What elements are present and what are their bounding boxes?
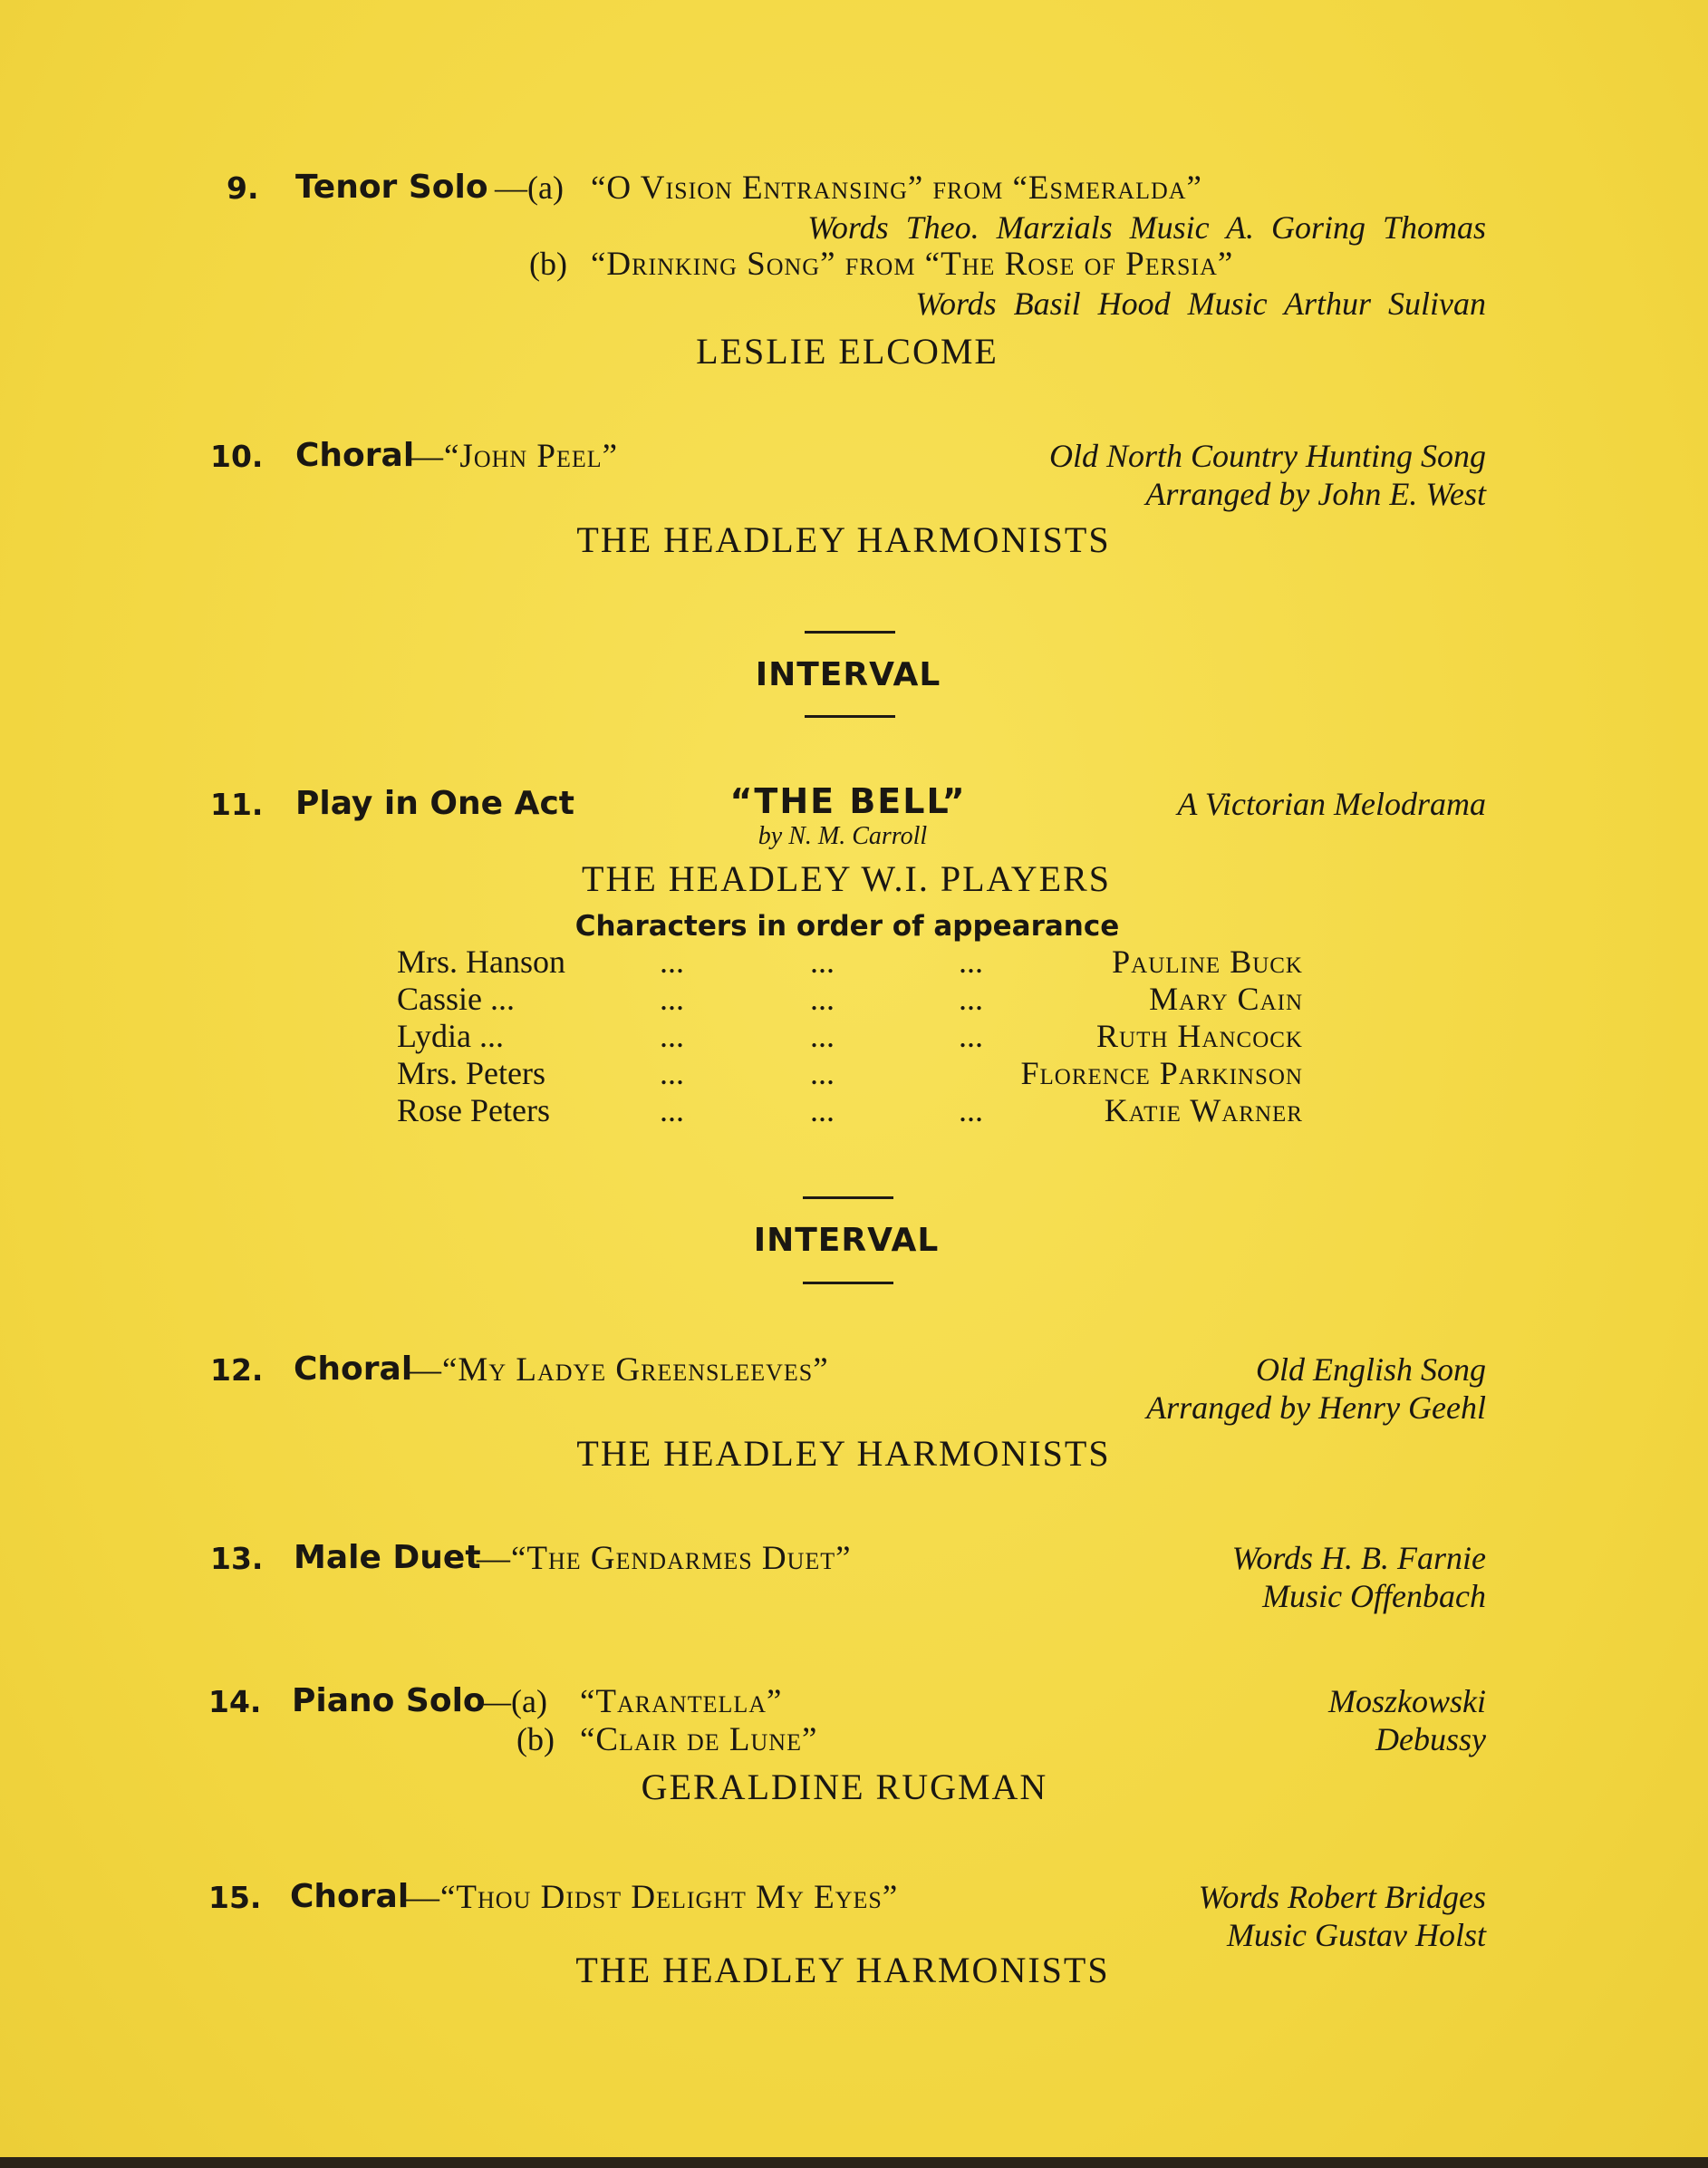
- cast-dots: ...: [660, 1055, 684, 1091]
- item-number: 9.: [227, 170, 259, 206]
- performer: THE HEADLEY W.I. PLAYERS: [582, 858, 1111, 899]
- cast-actor: Ruth Hancock: [1096, 1018, 1303, 1054]
- cast-row: [397, 1091, 1303, 1128]
- item-title: —“My Ladye Greensleeves”: [408, 1351, 829, 1389]
- performer: THE HEADLEY HARMONISTS: [576, 519, 1111, 560]
- part-a-credit: Moszkowski: [1328, 1683, 1486, 1719]
- credit-line-2: Music Offenbach: [1262, 1578, 1486, 1614]
- item-number: 11.: [210, 787, 264, 822]
- cast-dots: ...: [660, 1018, 684, 1054]
- item-number: 14.: [208, 1684, 262, 1719]
- item-category: Choral: [295, 437, 415, 474]
- item-category: Tenor Solo: [295, 169, 488, 206]
- cast-actor: Pauline Buck: [1112, 944, 1303, 980]
- item-title: —“Thou Didst Delight My Eyes”: [406, 1879, 899, 1916]
- cast-dots: ...: [959, 1092, 983, 1128]
- credit-line-1: Old English Song: [1255, 1351, 1486, 1388]
- cast-row: [397, 980, 1303, 1016]
- credit-line-2: Arranged by John E. West: [1145, 476, 1486, 512]
- credit-line-2: Music Gustav Holst: [1227, 1917, 1486, 1953]
- performer: THE HEADLEY HARMONISTS: [575, 1950, 1110, 1990]
- cast-role: Mrs. Peters: [397, 1055, 545, 1091]
- play-title: “THE BELL”: [729, 781, 967, 821]
- part-a-credit: Words Theo. Marzials Music A. Goring Thomas: [807, 209, 1486, 246]
- cast-dots: ...: [810, 1092, 835, 1128]
- credit-line-1: Words Robert Bridges: [1198, 1879, 1486, 1915]
- cast-role: Lydia ...: [397, 1018, 504, 1054]
- play-author: by N. M. Carroll: [758, 822, 928, 850]
- credit-line-1: Words H. B. Farnie: [1231, 1540, 1486, 1576]
- cast-dots: ...: [660, 944, 684, 980]
- cast-row: [397, 1054, 1303, 1090]
- cast-dots: ...: [959, 944, 983, 980]
- cast-dots: ...: [810, 1055, 835, 1091]
- cast-role: Rose Peters: [397, 1092, 550, 1128]
- cast-dots: ...: [660, 981, 684, 1017]
- play-subtitle: A Victorian Melodrama: [1177, 786, 1486, 822]
- cast-role: Mrs. Hanson: [397, 944, 565, 980]
- item-category: Play in One Act: [295, 785, 575, 822]
- item-category: Male Duet: [294, 1539, 481, 1576]
- credit-line-2: Arranged by Henry Geehl: [1146, 1389, 1486, 1426]
- part-b-title: “Drinking Song” from “The Rose of Persia”: [591, 246, 1234, 283]
- cast-role: Cassie ...: [397, 981, 515, 1017]
- cast-dots: ...: [959, 1018, 983, 1054]
- part-b-credit: Words Basil Hood Music Arthur Sulivan: [915, 286, 1486, 322]
- page-edge: [0, 2157, 1708, 2168]
- cast-row: [397, 943, 1303, 979]
- item-category: Piano Solo: [292, 1682, 486, 1719]
- cast-dots: ...: [810, 944, 835, 980]
- cast-actor: Mary Cain: [1149, 981, 1303, 1017]
- divider: [805, 631, 895, 634]
- part-b-credit: Debussy: [1375, 1721, 1486, 1757]
- item-category: Choral: [294, 1350, 413, 1388]
- performer: THE HEADLEY HARMONISTS: [576, 1433, 1111, 1474]
- item-category: Choral: [290, 1878, 410, 1915]
- cast-dots: ...: [810, 981, 835, 1017]
- performer: GERALDINE RUGMAN: [641, 1766, 1048, 1807]
- divider: [803, 1196, 893, 1199]
- item-number: 12.: [210, 1352, 264, 1388]
- interval-heading: INTERVAL: [753, 1222, 940, 1259]
- part-a-title: “Tarantella”: [580, 1683, 783, 1720]
- cast-dots: ...: [660, 1092, 684, 1128]
- part-a-mark: —(a): [495, 169, 564, 206]
- divider: [805, 715, 895, 718]
- item-number: 13.: [210, 1541, 264, 1576]
- performer: LESLIE ELCOME: [696, 331, 999, 372]
- part-b-mark: (b): [529, 246, 567, 282]
- part-b-title: “Clair de Lune”: [580, 1721, 818, 1758]
- item-number: 15.: [208, 1880, 262, 1915]
- part-b-mark: (b): [516, 1721, 555, 1757]
- part-a-mark: —(a): [478, 1683, 547, 1719]
- interval-heading: INTERVAL: [755, 656, 941, 693]
- credit-line-1: Old North Country Hunting Song: [1048, 438, 1486, 474]
- item-number: 10.: [210, 439, 264, 474]
- part-a-title: “O Vision Entransing” from “Esmeralda”: [591, 169, 1202, 207]
- cast-actor: Katie Warner: [1104, 1092, 1303, 1128]
- item-title: —“The Gendarmes Duet”: [477, 1540, 852, 1577]
- cast-actor: Florence Parkinson: [1020, 1055, 1303, 1091]
- item-title: —“John Peel”: [410, 438, 619, 475]
- divider: [803, 1282, 893, 1284]
- cast-heading: Characters in order of appearance: [574, 910, 1120, 943]
- cast-dots: ...: [810, 1018, 835, 1054]
- cast-dots: ...: [959, 981, 983, 1017]
- cast-row: [397, 1017, 1303, 1053]
